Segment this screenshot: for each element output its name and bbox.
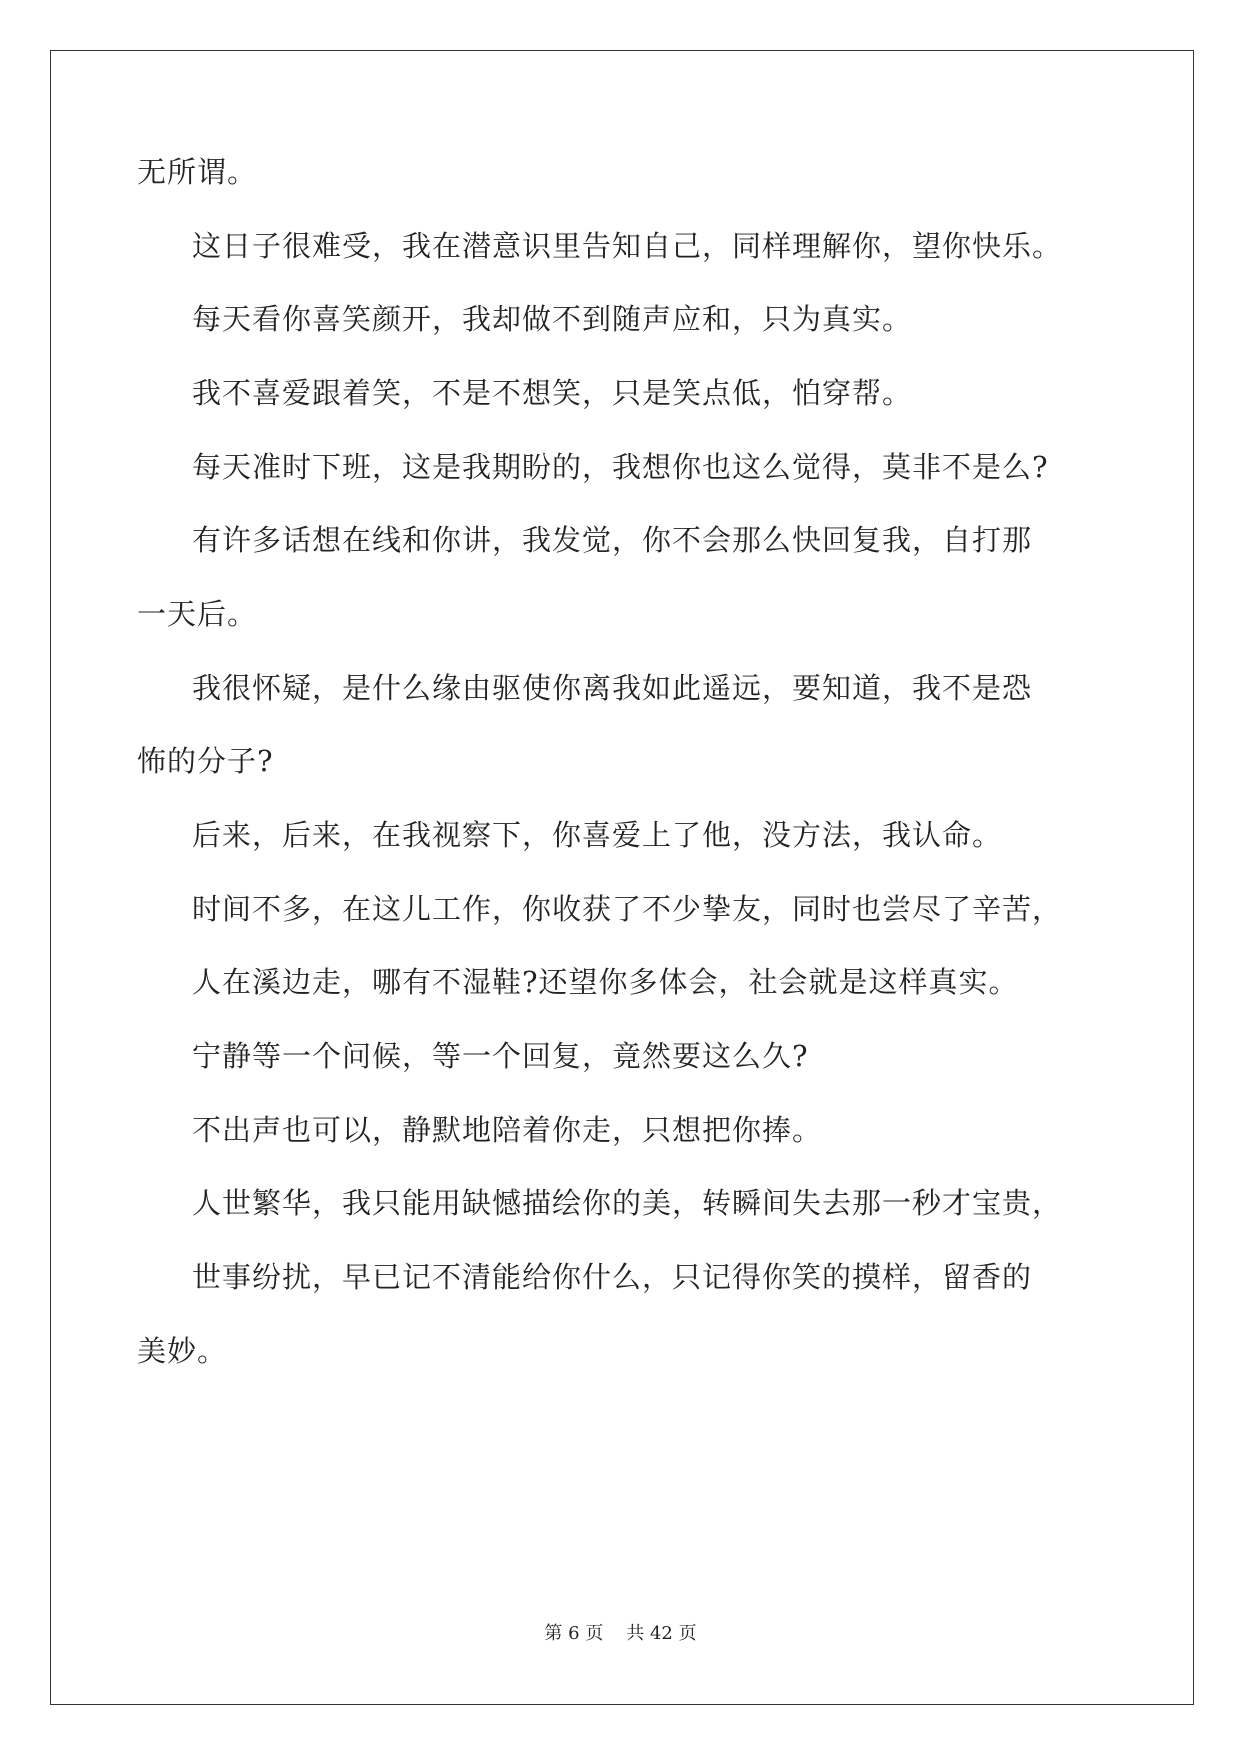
page-total: 共 42 页: [626, 1623, 697, 1644]
text-line: 美妙。: [137, 1334, 228, 1368]
text-line: 我很怀疑，是什么缘由驱使你离我如此遥远，要知道，我不是恐: [192, 671, 1033, 705]
page-footer: [0, 1622, 1241, 1646]
text-line: 时间不多，在这儿工作，你收获了不少挚友，同时也尝尽了辛苦，: [192, 892, 1063, 926]
text-line: 有许多话想在线和你讲，我发觉，你不会那么快回复我，自打那: [192, 523, 1033, 557]
page-border: [50, 50, 1194, 1705]
page-number: 第 6 页: [544, 1623, 604, 1644]
text-line: 世事纷扰，早已记不清能给你什么，只记得你笑的摸样，留香的: [192, 1260, 1033, 1294]
text-line: 每天准时下班，这是我期盼的，我想你也这么觉得，莫非不是么?: [192, 450, 1049, 484]
text-line: 每天看你喜笑颜开，我却做不到随声应和，只为真实。: [192, 302, 913, 336]
text-line: 宁静等一个问候，等一个回复，竟然要这么久?: [192, 1039, 809, 1073]
text-line: 无所谓。: [137, 155, 258, 189]
text-line: 一天后。: [137, 597, 258, 631]
text-line: 人在溪边走，哪有不湿鞋?还望你多体会，社会就是这样真实。: [192, 965, 1019, 999]
text-line: 怖的分子?: [137, 744, 274, 778]
text-line: 这日子很难受，我在潜意识里告知自己，同样理解你，望你快乐。: [192, 229, 1063, 263]
text-line: 后来，后来，在我视察下，你喜爱上了他，没方法，我认命。: [192, 818, 1003, 852]
text-line: 我不喜爱跟着笑，不是不想笑，只是笑点低，怕穿帮。: [192, 376, 913, 410]
text-line: 不出声也可以，静默地陪着你走，只想把你捧。: [192, 1113, 823, 1147]
text-line: 人世繁华，我只能用缺憾描绘你的美，转瞬间失去那一秒才宝贵，: [192, 1186, 1063, 1220]
